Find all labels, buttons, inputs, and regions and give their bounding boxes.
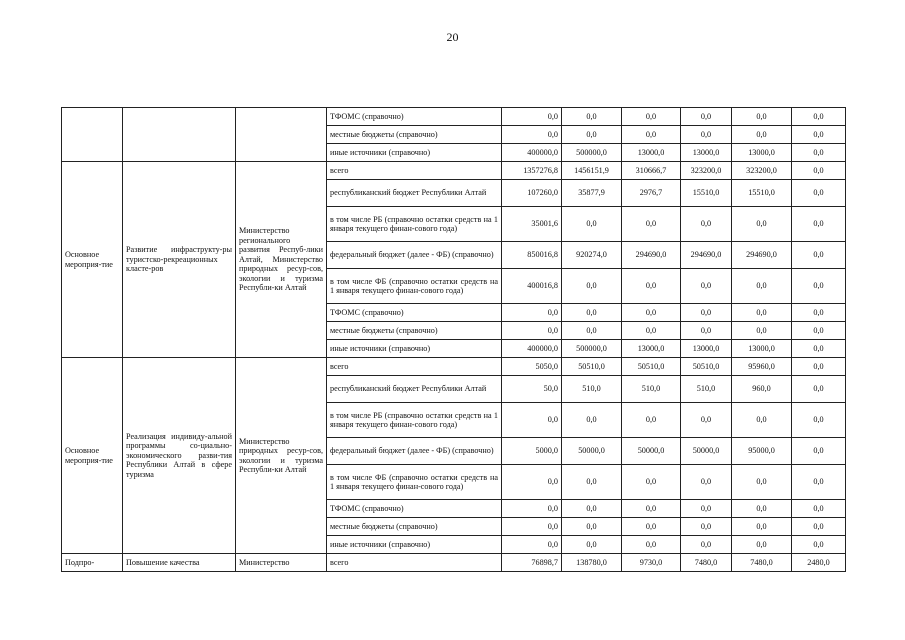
amount-cell: 0,0 xyxy=(792,126,846,144)
amount-cell: 0,0 xyxy=(792,403,846,438)
amount-cell: 0,0 xyxy=(562,126,622,144)
funding-source-cell: в том числе ФБ (справочно остатки средств на 1 января текущего финан-сового года) xyxy=(327,465,502,500)
amount-cell: 294690,0 xyxy=(732,242,792,269)
amount-cell: 0,0 xyxy=(502,465,562,500)
funding-source-cell: местные бюджеты (справочно) xyxy=(327,518,502,536)
table-row xyxy=(62,108,846,126)
amount-cell: 0,0 xyxy=(792,144,846,162)
amount-cell: 13000,0 xyxy=(732,144,792,162)
amount-cell: 0,0 xyxy=(732,304,792,322)
amount-cell: 35877,9 xyxy=(562,180,622,207)
amount-cell: 294690,0 xyxy=(622,242,681,269)
amount-cell: 0,0 xyxy=(732,108,792,126)
amount-cell: 0,0 xyxy=(792,304,846,322)
amount-cell: 0,0 xyxy=(792,536,846,554)
amount-cell: 0,0 xyxy=(732,500,792,518)
amount-cell: 0,0 xyxy=(732,269,792,304)
measure-type-cell: Основное мероприя-тие xyxy=(62,162,123,358)
amount-cell: 0,0 xyxy=(681,108,732,126)
amount-cell: 0,0 xyxy=(502,126,562,144)
amount-cell: 0,0 xyxy=(732,322,792,340)
amount-cell: 0,0 xyxy=(622,322,681,340)
measure-name-cell: Повышение качества xyxy=(123,554,236,572)
amount-cell: 0,0 xyxy=(502,518,562,536)
amount-cell: 850016,8 xyxy=(502,242,562,269)
amount-cell: 0,0 xyxy=(562,500,622,518)
amount-cell: 0,0 xyxy=(732,518,792,536)
measure-type-cell: Подпро- xyxy=(62,554,123,572)
amount-cell: 0,0 xyxy=(622,518,681,536)
funding-source-cell: ТФОМС (справочно) xyxy=(327,500,502,518)
funding-source-cell: в том числе ФБ (справочно остатки средств на 1 января текущего финан-сового года) xyxy=(327,269,502,304)
amount-cell: 294690,0 xyxy=(681,242,732,269)
measure-name-cell: Развитие инфраструкту-ры туристско-рекреационных класте-ров xyxy=(123,162,236,358)
amount-cell: 0,0 xyxy=(622,108,681,126)
executor-cell: Министерство природных ресур-сов, экологии и туризма Республи-ки Алтай xyxy=(236,358,327,554)
amount-cell: 0,0 xyxy=(562,465,622,500)
measure-name-cell xyxy=(123,108,236,162)
amount-cell: 500000,0 xyxy=(562,144,622,162)
funding-source-cell: иные источники (справочно) xyxy=(327,340,502,358)
amount-cell: 0,0 xyxy=(562,108,622,126)
funding-source-cell: ТФОМС (справочно) xyxy=(327,304,502,322)
amount-cell: 0,0 xyxy=(681,322,732,340)
amount-cell: 9730,0 xyxy=(622,554,681,572)
measure-name-cell: Реализация индивиду-альной программы со-циально-экономического разви-тия Республики Алтай в сфере туризма xyxy=(123,358,236,554)
amount-cell: 0,0 xyxy=(792,108,846,126)
amount-cell: 0,0 xyxy=(732,126,792,144)
funding-source-cell: местные бюджеты (справочно) xyxy=(327,322,502,340)
amount-cell: 7480,0 xyxy=(732,554,792,572)
amount-cell: 0,0 xyxy=(792,358,846,376)
amount-cell: 0,0 xyxy=(622,465,681,500)
amount-cell: 0,0 xyxy=(681,269,732,304)
amount-cell: 0,0 xyxy=(732,403,792,438)
funding-source-cell: федеральный бюджет (далее - ФБ) (справочно) xyxy=(327,242,502,269)
amount-cell: 0,0 xyxy=(681,536,732,554)
amount-cell: 0,0 xyxy=(622,403,681,438)
amount-cell: 960,0 xyxy=(732,376,792,403)
amount-cell: 50510,0 xyxy=(622,358,681,376)
amount-cell: 13000,0 xyxy=(732,340,792,358)
amount-cell: 0,0 xyxy=(792,207,846,242)
table-row xyxy=(62,554,846,572)
amount-cell: 0,0 xyxy=(792,242,846,269)
amount-cell: 2976,7 xyxy=(622,180,681,207)
amount-cell: 323200,0 xyxy=(681,162,732,180)
amount-cell: 0,0 xyxy=(792,518,846,536)
amount-cell: 510,0 xyxy=(622,376,681,403)
amount-cell: 50000,0 xyxy=(681,438,732,465)
amount-cell: 0,0 xyxy=(681,207,732,242)
amount-cell: 5050,0 xyxy=(502,358,562,376)
amount-cell: 0,0 xyxy=(681,518,732,536)
amount-cell: 0,0 xyxy=(562,518,622,536)
amount-cell: 2480,0 xyxy=(792,554,846,572)
amount-cell: 0,0 xyxy=(622,500,681,518)
amount-cell: 95960,0 xyxy=(732,358,792,376)
amount-cell: 0,0 xyxy=(792,340,846,358)
executor-cell: Министерство xyxy=(236,554,327,572)
amount-cell: 0,0 xyxy=(562,207,622,242)
amount-cell: 13000,0 xyxy=(681,340,732,358)
funding-source-cell: иные источники (справочно) xyxy=(327,144,502,162)
amount-cell: 510,0 xyxy=(562,376,622,403)
amount-cell: 920274,0 xyxy=(562,242,622,269)
funding-source-cell: всего xyxy=(327,162,502,180)
funding-source-cell: местные бюджеты (справочно) xyxy=(327,126,502,144)
amount-cell: 50,0 xyxy=(502,376,562,403)
amount-cell: 50510,0 xyxy=(681,358,732,376)
amount-cell: 400016,8 xyxy=(502,269,562,304)
budget-table xyxy=(61,107,846,572)
amount-cell: 0,0 xyxy=(792,180,846,207)
amount-cell: 1357276,8 xyxy=(502,162,562,180)
amount-cell: 0,0 xyxy=(502,322,562,340)
amount-cell: 35001,6 xyxy=(502,207,562,242)
amount-cell: 0,0 xyxy=(681,126,732,144)
amount-cell: 0,0 xyxy=(792,376,846,403)
amount-cell: 0,0 xyxy=(562,322,622,340)
funding-source-cell: всего xyxy=(327,554,502,572)
amount-cell: 323200,0 xyxy=(732,162,792,180)
amount-cell: 0,0 xyxy=(681,403,732,438)
amount-cell: 13000,0 xyxy=(622,144,681,162)
amount-cell: 107260,0 xyxy=(502,180,562,207)
amount-cell: 0,0 xyxy=(622,126,681,144)
amount-cell: 0,0 xyxy=(732,207,792,242)
amount-cell: 400000,0 xyxy=(502,144,562,162)
amount-cell: 0,0 xyxy=(562,269,622,304)
amount-cell: 1456151,9 xyxy=(562,162,622,180)
executor-cell: Министерство регионального развития Респуб-лики Алтай, Министерство природных ресур-сов, экологии и туризма Республи-ки Алтай xyxy=(236,162,327,358)
amount-cell: 400000,0 xyxy=(502,340,562,358)
table-body xyxy=(62,108,846,572)
table-row xyxy=(62,162,846,180)
table-row xyxy=(62,358,846,376)
amount-cell: 0,0 xyxy=(792,438,846,465)
amount-cell: 0,0 xyxy=(622,207,681,242)
amount-cell: 0,0 xyxy=(502,500,562,518)
amount-cell: 0,0 xyxy=(562,304,622,322)
page-number: 20 xyxy=(446,30,459,44)
amount-cell: 7480,0 xyxy=(681,554,732,572)
measure-type-cell xyxy=(62,108,123,162)
amount-cell: 0,0 xyxy=(502,536,562,554)
funding-source-cell: республиканский бюджет Республики Алтай xyxy=(327,376,502,403)
amount-cell: 310666,7 xyxy=(622,162,681,180)
funding-source-cell: иные источники (справочно) xyxy=(327,536,502,554)
amount-cell: 50510,0 xyxy=(562,358,622,376)
measure-type-cell: Основное мероприя-тие xyxy=(62,358,123,554)
amount-cell: 13000,0 xyxy=(622,340,681,358)
amount-cell: 0,0 xyxy=(681,500,732,518)
amount-cell: 0,0 xyxy=(502,403,562,438)
amount-cell: 0,0 xyxy=(732,465,792,500)
amount-cell: 0,0 xyxy=(502,304,562,322)
executor-cell xyxy=(236,108,327,162)
amount-cell: 510,0 xyxy=(681,376,732,403)
amount-cell: 500000,0 xyxy=(562,340,622,358)
amount-cell: 95000,0 xyxy=(732,438,792,465)
amount-cell: 15510,0 xyxy=(681,180,732,207)
funding-source-cell: в том числе РБ (справочно остатки средств на 1 января текущего финан-сового года) xyxy=(327,207,502,242)
amount-cell: 0,0 xyxy=(792,322,846,340)
amount-cell: 13000,0 xyxy=(681,144,732,162)
amount-cell: 0,0 xyxy=(562,403,622,438)
amount-cell: 0,0 xyxy=(732,536,792,554)
amount-cell: 0,0 xyxy=(562,536,622,554)
funding-source-cell: в том числе РБ (справочно остатки средств на 1 января текущего финан-сового года) xyxy=(327,403,502,438)
amount-cell: 0,0 xyxy=(622,304,681,322)
amount-cell: 0,0 xyxy=(792,269,846,304)
funding-source-cell: всего xyxy=(327,358,502,376)
amount-cell: 0,0 xyxy=(792,465,846,500)
amount-cell: 0,0 xyxy=(622,269,681,304)
amount-cell: 0,0 xyxy=(622,536,681,554)
amount-cell: 138780,0 xyxy=(562,554,622,572)
amount-cell: 0,0 xyxy=(792,500,846,518)
amount-cell: 15510,0 xyxy=(732,180,792,207)
amount-cell: 0,0 xyxy=(681,304,732,322)
amount-cell: 5000,0 xyxy=(502,438,562,465)
funding-source-cell: ТФОМС (справочно) xyxy=(327,108,502,126)
funding-source-cell: республиканский бюджет Республики Алтай xyxy=(327,180,502,207)
amount-cell: 0,0 xyxy=(681,465,732,500)
funding-source-cell: федеральный бюджет (далее - ФБ) (справочно) xyxy=(327,438,502,465)
amount-cell: 0,0 xyxy=(792,162,846,180)
amount-cell: 50000,0 xyxy=(562,438,622,465)
amount-cell: 0,0 xyxy=(502,108,562,126)
amount-cell: 50000,0 xyxy=(622,438,681,465)
amount-cell: 76898,7 xyxy=(502,554,562,572)
